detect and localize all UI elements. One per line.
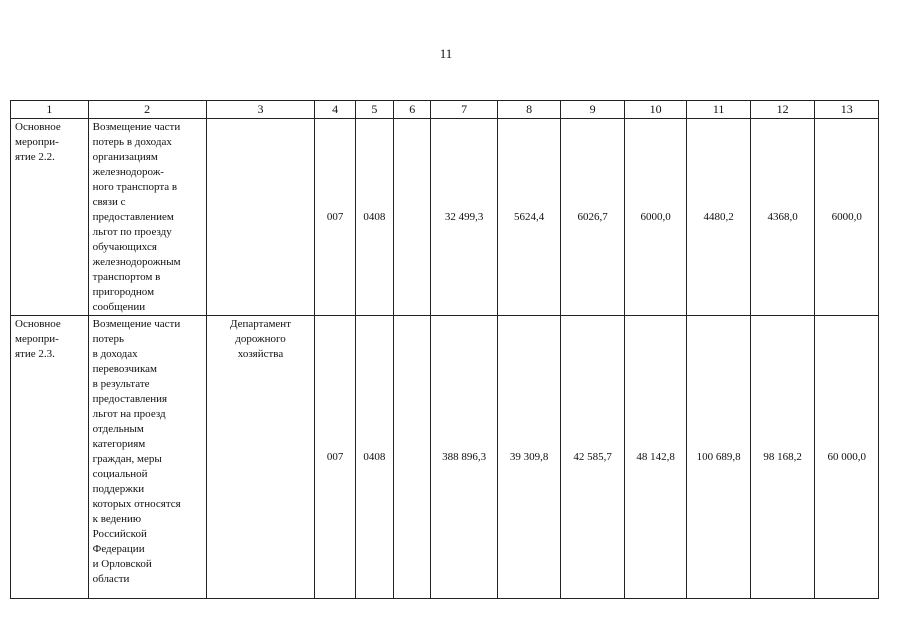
description-line: в доходах [92, 348, 138, 360]
header-row [11, 101, 879, 119]
description-line: перевозчикам [92, 363, 157, 375]
description-line: предоставления [92, 393, 168, 405]
section-code-cell: 0408 [355, 316, 393, 599]
header-cell: 13 [815, 101, 879, 119]
description-line: Возмещение части [92, 318, 181, 330]
page-number: 11 [439, 46, 453, 61]
activity-name-line: ятие 2.2. [15, 151, 55, 163]
description-line: Федерации [92, 543, 145, 555]
header-cell: 9 [561, 101, 625, 119]
header-cell: 3 [206, 101, 315, 119]
header-cell: 2 [88, 101, 206, 119]
table-row [11, 316, 879, 599]
header-cell: 12 [750, 101, 815, 119]
description-line: которых относятся [92, 498, 181, 510]
description-line: области [92, 573, 130, 585]
budget-table [10, 100, 879, 599]
activity-name-line: меропри- [15, 333, 59, 345]
total-amount-cell: 32 499,3 [431, 119, 498, 316]
description-cell [88, 316, 206, 599]
amount-cell: 39 309,8 [497, 316, 561, 599]
amount-cell: 100 689,8 [687, 316, 751, 599]
description-line: сообщении [92, 301, 146, 313]
description-line: льгот по проезду [92, 226, 172, 238]
amount-cell: 6000,0 [815, 119, 879, 316]
amount-cell: 6026,7 [561, 119, 625, 316]
executor-line: Департамент [229, 318, 291, 330]
description-cell [88, 119, 206, 316]
grbs-code-cell: 007 [315, 119, 355, 316]
executor-cell [206, 119, 315, 316]
grbs-code-cell: 007 [315, 316, 355, 599]
activity-name-line: Основное [15, 121, 61, 133]
description-line: категориям [92, 438, 146, 450]
description-line: к ведению [92, 513, 142, 525]
header-cell: 11 [687, 101, 751, 119]
description-line: льгот на проезд [92, 408, 166, 420]
description-line: ного транспорта в [92, 181, 178, 193]
description-line: железнодорож- [92, 166, 164, 178]
description-line: железнодорожным [92, 256, 181, 268]
description-line: Возмещение части [92, 121, 181, 133]
column-6-cell [394, 316, 431, 599]
column-6-cell [394, 119, 431, 316]
description-line: граждан, меры [92, 453, 162, 465]
activity-name-line: ятие 2.3. [15, 348, 55, 360]
activity-name-line: Основное [15, 318, 61, 330]
description-line: социальной [92, 468, 148, 480]
description-line: и Орловской [92, 558, 152, 570]
header-cell: 5 [355, 101, 393, 119]
amount-cell: 6000,0 [624, 119, 687, 316]
activity-name-cell [11, 316, 89, 599]
section-code-cell: 0408 [355, 119, 393, 316]
total-amount-cell: 388 896,3 [431, 316, 498, 599]
description-line: организациям [92, 151, 158, 163]
header-cell: 8 [497, 101, 561, 119]
amount-cell: 4368,0 [750, 119, 815, 316]
amount-cell: 98 168,2 [750, 316, 815, 599]
header-cell: 1 [11, 101, 89, 119]
header-cell: 6 [394, 101, 431, 119]
description-line: обучающихся [92, 241, 157, 253]
description-line: потерь [92, 333, 125, 345]
executor-cell [206, 316, 315, 599]
table-row [11, 119, 879, 316]
amount-cell: 48 142,8 [624, 316, 687, 599]
description-line: предоставлением [92, 211, 174, 223]
executor-line: дорожного [235, 333, 286, 345]
description-line: пригородном [92, 286, 155, 298]
description-line: транспортом в [92, 271, 161, 283]
activity-name-cell [11, 119, 89, 316]
amount-cell: 42 585,7 [561, 316, 625, 599]
header-cell: 7 [431, 101, 498, 119]
description-line: связи с [92, 196, 126, 208]
header-cell: 4 [315, 101, 355, 119]
description-line: отдельным [92, 423, 144, 435]
amount-cell: 60 000,0 [815, 316, 879, 599]
description-line: потерь в доходах [92, 136, 172, 148]
header-cell: 10 [624, 101, 687, 119]
amount-cell: 4480,2 [687, 119, 751, 316]
description-line: в результате [92, 378, 150, 390]
description-line: Российской [92, 528, 147, 540]
executor-line: хозяйства [237, 348, 284, 360]
activity-name-line: меропри- [15, 136, 59, 148]
description-line: поддержки [92, 483, 145, 495]
amount-cell: 5624,4 [497, 119, 561, 316]
